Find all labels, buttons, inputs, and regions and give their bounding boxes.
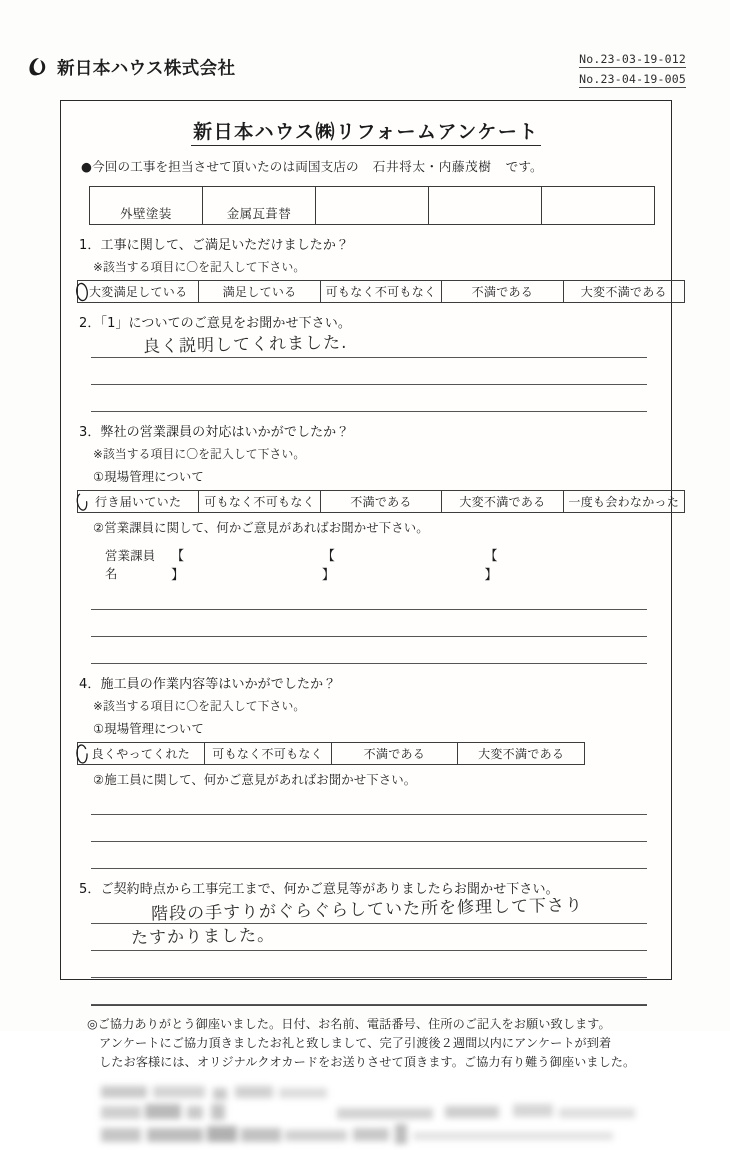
table-row: [78, 743, 585, 765]
question-5-handwritten-line-1: 階段の手すりがぐらぐらしていた所を修理して下さり: [150, 895, 584, 925]
option-q3-1[interactable]: 可もなく不可もなく: [199, 491, 320, 513]
handwritten-circle-icon: [75, 281, 90, 302]
option-q4-0-label: 良くやってくれた: [91, 747, 191, 761]
question-1-text: 1．工事に関して、ご満足いただけましたか？: [79, 238, 350, 253]
bracket-open-icon: 【: [321, 549, 336, 564]
question-2-handwritten-answer: 良く説明してくれました.: [142, 332, 348, 358]
work-type-cell-2[interactable]: 金属瓦葺替: [203, 187, 316, 225]
option-q1-4[interactable]: 大変不満である: [563, 281, 684, 303]
survey-frame: [60, 100, 680, 1069]
question-4-note: ※該当する項目に〇を記入して下さい。: [93, 699, 306, 713]
option-q1-2[interactable]: 可もなく不可もなく: [320, 281, 441, 303]
answer-line[interactable]: [91, 788, 647, 815]
answer-line[interactable]: [91, 610, 647, 637]
document-numbers: [579, 52, 686, 92]
question-4-text: 4．施工員の作業内容等はいかがでしたか？: [79, 677, 337, 692]
work-type-cell-4[interactable]: [429, 187, 542, 225]
bracket-open-icon: 【: [484, 549, 498, 564]
option-q3-4[interactable]: 一度も会わなかった: [563, 491, 684, 513]
sales-staff-name-field-1[interactable]: [171, 545, 322, 583]
work-type-table: [89, 186, 655, 225]
lead-suffix: です。: [505, 159, 543, 174]
swoosh-logo-icon: [26, 54, 52, 80]
lead-sentence: [81, 156, 657, 175]
work-type-cell-1[interactable]: 外壁塗装: [90, 187, 203, 225]
handwritten-circle-icon: [75, 491, 90, 512]
option-q1-1[interactable]: 満足している: [199, 281, 320, 303]
handwritten-circle-icon: [75, 743, 90, 764]
question-2-text: 2．「1」についてのご意見をお聞かせ下さい。: [79, 316, 351, 331]
staff-names: 石井将太・内藤茂樹: [372, 159, 492, 174]
question-3-note: ※該当する項目に〇を記入して下さい。: [93, 447, 306, 461]
sales-staff-name-label: 営業課員名: [105, 548, 156, 581]
work-type-cell-5[interactable]: [542, 187, 655, 225]
option-q3-0[interactable]: [78, 491, 199, 513]
bracket-close-icon: 】: [321, 568, 336, 583]
table-row: [78, 491, 685, 513]
answer-line[interactable]: [91, 583, 647, 610]
question-3-subheading-1: ①現場管理について: [93, 469, 204, 484]
redacted-personal-info: [89, 1084, 649, 1150]
question-4-subheading-1: ①現場管理について: [93, 721, 204, 736]
sales-staff-name-row: [105, 545, 657, 583]
page-title: [75, 117, 657, 146]
bracket-close-icon: 】: [171, 568, 185, 583]
option-q1-3[interactable]: 不満である: [442, 281, 563, 303]
option-q4-2[interactable]: 不満である: [331, 743, 458, 765]
option-q1-0[interactable]: [78, 281, 199, 303]
question-1-note: ※該当する項目に〇を記入して下さい。: [93, 260, 306, 274]
option-q3-3[interactable]: 大変不満である: [442, 491, 563, 513]
closing-line-3: したお客様には、オリジナルクオカードをお送りさせて頂きます。ご協力有り難う御座いました。: [99, 1054, 636, 1069]
closing-line-1: ◎ご協力ありがとう御座いました。日付、お名前、電話番号、住所のご記入をお願い致します。: [87, 1017, 611, 1031]
answer-line[interactable]: [91, 897, 647, 924]
question-3-options: [77, 490, 685, 513]
question-3-subheading-2: ②営業課員に関して、何かご意見があればお聞かせ下さい。: [93, 520, 429, 535]
page-header: [26, 52, 704, 98]
table-row: [90, 187, 655, 225]
closing-divider: [91, 1005, 647, 1006]
option-q3-0-label: 行き届いていた: [95, 495, 182, 509]
option-q4-0[interactable]: [78, 743, 205, 765]
work-type-cell-3[interactable]: [316, 187, 429, 225]
question-3-answer-area: [75, 583, 657, 664]
answer-line[interactable]: [91, 331, 647, 358]
bracket-close-icon: 】: [484, 568, 498, 583]
sales-staff-name-field-2[interactable]: [322, 545, 485, 583]
question-3-text: 3．弊社の営業課員の対応はいかがでしたか？: [79, 425, 350, 440]
document-number-2: No.23-04-19-005: [579, 72, 686, 86]
question-4-subheading-2: ②施工員に関して、何かご意見があればお聞かせ下さい。: [93, 772, 417, 787]
question-4-answer-area: [75, 788, 657, 869]
answer-line[interactable]: [91, 924, 647, 951]
company-name: 新日本ハウス株式会社: [57, 58, 236, 79]
answer-line[interactable]: [91, 358, 647, 385]
answer-line[interactable]: [91, 637, 647, 664]
bracket-open-icon: 【: [171, 549, 185, 564]
option-q4-3[interactable]: 大変不満である: [458, 743, 585, 765]
question-4-options: [77, 742, 585, 765]
option-q1-0-label: 大変満足している: [88, 285, 188, 299]
table-row: [78, 281, 685, 303]
closing-line-2: アンケートにご協力頂きましたお礼と致しまして、完了引渡後２週間以内にアンケートが到着: [99, 1035, 612, 1050]
document-number-1: No.23-03-19-012: [579, 52, 686, 66]
question-5-handwritten-line-2: たすかりました。: [130, 925, 276, 949]
question-5-text: 5．ご契約時点から工事完工まで、何かご意見等がありましたらお聞かせ下さい。: [79, 882, 559, 897]
option-q4-1[interactable]: 可もなく不可もなく: [204, 743, 331, 765]
lead-prefix: ●今回の工事を担当させて頂いたのは両国支店の: [81, 159, 359, 174]
option-q3-2[interactable]: 不満である: [320, 491, 441, 513]
question-1-options: [77, 280, 685, 303]
company-logo: [26, 54, 235, 80]
answer-line[interactable]: [91, 951, 647, 978]
closing-note: [87, 1015, 647, 1072]
question-2-answer-area: [75, 331, 657, 412]
answer-line[interactable]: [91, 815, 647, 842]
page-title-text: 新日本ハウス㈱リフォームアンケート: [191, 121, 541, 146]
question-5-answer-area: [75, 897, 657, 1005]
sales-staff-name-field-3[interactable]: [485, 545, 657, 583]
answer-line[interactable]: [91, 842, 647, 869]
answer-line[interactable]: [91, 978, 647, 1005]
answer-line[interactable]: [91, 385, 647, 412]
